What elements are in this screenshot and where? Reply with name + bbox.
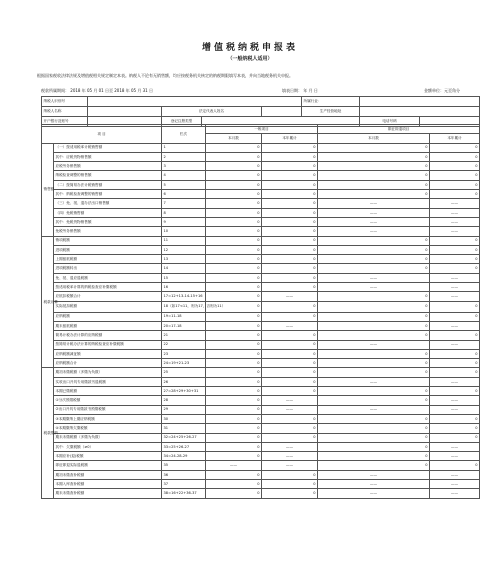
row-col-number: 38=16+22+36-37 <box>162 489 206 498</box>
row-item-label: 本期应补(退)税额 <box>54 452 162 461</box>
table-row <box>42 236 480 245</box>
refund-year-cell[interactable]: 0 <box>430 255 480 264</box>
refund-month-cell[interactable]: 0 <box>318 190 430 199</box>
general-month-header: 本月数 <box>206 134 262 143</box>
general-year-cell[interactable]: 0 <box>262 180 318 189</box>
table-row <box>42 387 480 396</box>
refund-month-cell[interactable]: 0 <box>318 236 430 245</box>
row-item-label: 应纳税额 <box>54 312 162 321</box>
section-tax-paid-label: 税款缴纳 <box>42 368 54 498</box>
section-sales-label: 销售额 <box>42 143 54 236</box>
general-year-cell[interactable]: 0 <box>262 414 318 423</box>
row-item-label: 按适用税率计算的纳税检查应补缴税额 <box>54 283 162 292</box>
table-row <box>42 245 480 254</box>
general-year-cell[interactable]: 0 <box>262 377 318 386</box>
general-month-cell[interactable]: 0 <box>206 433 262 442</box>
table-row <box>42 424 480 433</box>
row-col-number: 19=11-18 <box>162 312 206 321</box>
row-col-number: 7 <box>162 199 206 208</box>
refund-year-cell[interactable]: 0 <box>430 424 480 433</box>
form-subtitle: （一般纳税人适用） <box>227 56 273 62</box>
row-item-label: 应纳税额合计 <box>54 359 162 368</box>
refund-year-cell[interactable]: 0 <box>430 171 480 180</box>
row-col-number: 5 <box>162 180 206 189</box>
general-month-cell: —— <box>206 461 262 470</box>
row-item-label: 其中：欠缴税额（≥0） <box>54 442 162 451</box>
row-col-number: 13 <box>162 255 206 264</box>
refund-year-cell[interactable]: 0 <box>430 190 480 199</box>
refund-items-header: 即征即退项目 <box>318 125 480 134</box>
phone-label: 电话号码 <box>360 117 420 127</box>
table-row <box>42 143 480 152</box>
general-month-cell[interactable]: 0 <box>206 217 262 226</box>
row-item-label: （三）免、抵、退办法出口销售额 <box>54 199 162 208</box>
general-year-cell[interactable]: 0 <box>262 273 318 282</box>
row-item-label: 期初未缴查补税额 <box>54 470 162 479</box>
row-item-label: 上期留抵税额 <box>54 255 162 264</box>
general-year-cell[interactable]: 0 <box>262 331 318 340</box>
refund-month-cell[interactable]: 0 <box>318 255 430 264</box>
refund-month-cell[interactable]: 0 <box>318 301 430 312</box>
row-col-number: 18（如17<11，则为17，否则为11） <box>162 301 206 312</box>
table-row <box>42 489 480 498</box>
row-col-number: 22 <box>162 340 206 349</box>
general-month-cell[interactable]: 0 <box>206 396 262 405</box>
general-year-cell[interactable]: 0 <box>262 283 318 292</box>
table-row <box>42 283 480 292</box>
refund-year-cell: —— <box>430 489 480 498</box>
row-item-label: 期初未缴税额（多缴为负数） <box>54 368 162 377</box>
row-item-label: ③本期缴纳上期应纳税额 <box>54 414 162 423</box>
general-year-cell[interactable]: 0 <box>262 152 318 161</box>
row-col-number: 14 <box>162 264 206 273</box>
row-col-number: 24=19+21-23 <box>162 359 206 368</box>
row-item-label: 即征即退实际退税额 <box>54 461 162 470</box>
row-col-number: 36 <box>162 470 206 479</box>
table-row <box>42 321 480 330</box>
row-col-number: 3 <box>162 162 206 171</box>
table-row <box>42 461 480 470</box>
row-col-number: 28 <box>162 396 206 405</box>
refund-year-cell[interactable]: 0 <box>430 433 480 442</box>
refund-year-cell: —— <box>430 396 480 405</box>
table-row <box>42 433 480 442</box>
row-col-number: 1 <box>162 143 206 152</box>
form-title: 增值税纳税申报表 <box>201 43 298 53</box>
row-item-label: （一）按适用税率计税销售额 <box>54 143 162 152</box>
refund-year-cell[interactable]: 0 <box>430 414 480 423</box>
taxpayer-name-label: 纳税人名称 <box>42 107 88 117</box>
refund-year-cell: —— <box>430 283 480 292</box>
refund-year-cell: —— <box>430 479 480 488</box>
general-month-cell[interactable]: 0 <box>206 227 262 236</box>
general-month-cell[interactable]: 0 <box>206 190 262 199</box>
refund-year-cell[interactable]: 0 <box>430 461 480 470</box>
general-year-cell[interactable]: 0 <box>262 143 318 152</box>
general-year-cell[interactable]: 0 <box>262 349 318 358</box>
general-month-cell[interactable]: 0 <box>206 387 262 396</box>
address-label: 生产经营地址 <box>302 107 360 117</box>
legal-rep-field[interactable] <box>262 107 302 117</box>
refund-year-cell: —— <box>430 227 480 236</box>
taxpayer-id-field[interactable] <box>88 97 302 107</box>
row-col-number: 29 <box>162 405 206 414</box>
general-month-cell[interactable]: 0 <box>206 208 262 217</box>
row-item-label: 其中：免税货物销售额 <box>54 217 162 226</box>
refund-month-cell[interactable]: 0 <box>318 349 430 358</box>
row-item-label: 按简易计税办法计算的纳税检查应补缴税额 <box>54 340 162 349</box>
row-col-number: 8 <box>162 208 206 217</box>
refund-month-cell: —— <box>318 199 430 208</box>
refund-month-cell[interactable]: 0 <box>318 461 430 470</box>
refund-year-cell[interactable]: 0 <box>430 359 480 368</box>
table-row <box>42 349 480 358</box>
row-col-number: 10 <box>162 227 206 236</box>
general-month-cell[interactable]: 0 <box>206 236 262 245</box>
form-notice: 根据国家税收法律法规及增值税相关规定制定本表。纳税人不论有无销售额，均应按税务机关核定的纳税期限填写本表，并向当地税务机关申报。 <box>37 73 293 78</box>
industry-field[interactable] <box>360 97 480 107</box>
table-row <box>42 208 480 217</box>
table-row <box>42 190 480 199</box>
row-item-label: 免、抵、退应退税额 <box>54 273 162 282</box>
general-year-cell[interactable]: 0 <box>262 368 318 377</box>
refund-month-cell[interactable]: 0 <box>318 442 430 451</box>
refund-year-cell: —— <box>430 377 480 386</box>
table-row <box>42 199 480 208</box>
col-number-header: 栏次 <box>162 125 206 144</box>
refund-month-cell[interactable]: 0 <box>318 396 430 405</box>
refund-year-cell: —— <box>430 208 480 217</box>
refund-month-cell: —— <box>318 208 430 217</box>
refund-month-cell: —— <box>318 340 430 349</box>
refund-month-cell[interactable]: 0 <box>318 162 430 171</box>
refund-month-cell[interactable]: 0 <box>318 359 430 368</box>
general-month-cell[interactable]: 0 <box>206 292 262 301</box>
refund-month-cell[interactable]: 0 <box>318 414 430 423</box>
refund-year-cell[interactable]: 0 <box>430 349 480 358</box>
general-month-cell[interactable]: 0 <box>206 283 262 292</box>
table-row <box>42 152 480 161</box>
row-item-label: 应纳税额减征额 <box>54 349 162 358</box>
general-month-cell[interactable]: 0 <box>206 359 262 368</box>
general-year-cell[interactable]: 0 <box>262 255 318 264</box>
refund-month-cell: —— <box>318 377 430 386</box>
row-col-number: 34=24-28-29 <box>162 452 206 461</box>
table-row <box>42 396 480 405</box>
row-item-label: 期末留抵税额 <box>54 321 162 330</box>
general-month-cell[interactable]: 0 <box>206 255 262 264</box>
row-col-number: 25 <box>162 368 206 377</box>
table-row <box>42 264 480 273</box>
row-col-number: 30 <box>162 414 206 423</box>
general-month-cell[interactable]: 0 <box>206 245 262 254</box>
refund-month-cell[interactable]: 0 <box>318 321 430 330</box>
row-item-label: 实际抵扣税额 <box>54 301 162 312</box>
general-year-cell: —— <box>262 461 318 470</box>
refund-year-cell[interactable]: 0 <box>430 331 480 340</box>
general-month-cell[interactable]: 0 <box>206 489 262 498</box>
row-col-number: 33=25+26-27 <box>162 442 206 451</box>
refund-year-cell: —— <box>430 405 480 414</box>
table-row <box>42 292 480 301</box>
row-col-number: 35 <box>162 461 206 470</box>
general-month-cell[interactable]: 0 <box>206 442 262 451</box>
refund-month-cell[interactable]: 0 <box>318 180 430 189</box>
row-col-number: 12 <box>162 245 206 254</box>
general-year-cell[interactable]: 0 <box>262 236 318 245</box>
general-month-cell[interactable]: 0 <box>206 424 262 433</box>
refund-month-cell: —— <box>318 405 430 414</box>
general-year-cell[interactable]: 0 <box>262 171 318 180</box>
general-year-cell[interactable]: 0 <box>262 190 318 199</box>
row-item-label: 期末未缴税额（多缴为负数） <box>54 433 162 442</box>
table-row <box>42 331 480 340</box>
general-month-cell[interactable]: 0 <box>206 405 262 414</box>
general-month-cell[interactable]: 0 <box>206 479 262 488</box>
general-year-cell[interactable]: 0 <box>262 340 318 349</box>
refund-year-cell: —— <box>430 470 480 479</box>
row-item-label: （四）免税销售额 <box>54 208 162 217</box>
refund-year-cell[interactable]: 0 <box>430 162 480 171</box>
general-month-cell[interactable]: 0 <box>206 273 262 282</box>
refund-year-cell: —— <box>430 442 480 451</box>
refund-year-header: 本年累计 <box>430 134 480 143</box>
row-col-number: 31 <box>162 424 206 433</box>
table-row <box>42 171 480 180</box>
general-year-cell[interactable]: 0 <box>262 433 318 442</box>
refund-year-cell: —— <box>430 292 480 301</box>
refund-year-cell[interactable]: 0 <box>430 152 480 161</box>
row-col-number: 26 <box>162 377 206 386</box>
general-month-cell[interactable]: 0 <box>206 377 262 386</box>
general-month-cell[interactable]: 0 <box>206 162 262 171</box>
table-row <box>42 442 480 451</box>
table-row <box>42 162 480 171</box>
refund-year-cell: —— <box>430 273 480 282</box>
table-row <box>42 470 480 479</box>
refund-month-cell[interactable]: 0 <box>318 452 430 461</box>
fill-date: 填表日期： 年 月 日 <box>282 88 318 93</box>
general-year-cell[interactable]: 0 <box>262 424 318 433</box>
refund-year-cell[interactable]: 0 <box>430 387 480 396</box>
refund-year-cell[interactable]: 0 <box>430 368 480 377</box>
general-month-cell[interactable]: 0 <box>206 340 262 349</box>
general-year-cell[interactable]: 0 <box>262 359 318 368</box>
row-item-label: ①分次预缴税额 <box>54 396 162 405</box>
tax-calculation-table <box>41 124 480 499</box>
refund-month-header: 本月数 <box>318 134 430 143</box>
row-item-label: 期末未缴查补税额 <box>54 489 162 498</box>
general-items-header: 一般项目 <box>206 125 318 134</box>
row-item-label: 进项税额转出 <box>54 264 162 273</box>
refund-month-cell[interactable]: 0 <box>318 171 430 180</box>
section-tax-calc-label: 税款计算 <box>42 236 54 368</box>
general-month-cell[interactable]: 0 <box>206 152 262 161</box>
amount-unit: 金额单位：元至角分 <box>424 88 460 93</box>
general-month-cell[interactable]: 0 <box>206 452 262 461</box>
refund-month-cell: —— <box>318 479 430 488</box>
table-row <box>42 377 480 386</box>
general-year-header: 本年累计 <box>262 134 318 143</box>
general-year-cell: —— <box>262 452 318 461</box>
general-month-cell[interactable]: 0 <box>206 301 262 312</box>
refund-month-cell: —— <box>318 217 430 226</box>
table-row <box>42 479 480 488</box>
row-col-number: 4 <box>162 171 206 180</box>
refund-month-cell: —— <box>318 489 430 498</box>
row-col-number: 23 <box>162 349 206 358</box>
refund-month-cell[interactable]: 0 <box>318 387 430 396</box>
taxpayer-id-label: 纳税人识别号 <box>42 97 88 107</box>
general-month-cell[interactable]: 0 <box>206 180 262 189</box>
general-month-cell[interactable]: 0 <box>206 331 262 340</box>
general-year-cell[interactable]: 0 <box>262 479 318 488</box>
row-item-label: ④本期缴纳欠缴税额 <box>54 424 162 433</box>
table-row <box>42 312 480 321</box>
row-item-label: ②出口开具专用缴款书预缴税额 <box>54 405 162 414</box>
row-col-number: 2 <box>162 152 206 161</box>
general-year-cell[interactable]: 0 <box>262 162 318 171</box>
table-row <box>42 273 480 282</box>
row-item-label: 本期已缴税额 <box>54 387 162 396</box>
refund-month-cell: —— <box>318 283 430 292</box>
row-col-number: 15 <box>162 273 206 282</box>
refund-year-cell: —— <box>430 199 480 208</box>
table-row <box>42 255 480 264</box>
taxpayer-name-field[interactable] <box>88 107 162 117</box>
general-year-cell[interactable]: 0 <box>262 245 318 254</box>
general-year-cell[interactable]: 0 <box>262 489 318 498</box>
refund-month-cell[interactable]: 0 <box>318 368 430 377</box>
refund-year-cell: —— <box>430 452 480 461</box>
table-row <box>42 227 480 236</box>
row-col-number: 6 <box>162 190 206 199</box>
taxpayer-info-table <box>41 96 480 127</box>
row-col-number: 37 <box>162 479 206 488</box>
row-col-number: 16 <box>162 283 206 292</box>
general-month-cell[interactable]: 0 <box>206 264 262 273</box>
general-month-cell[interactable]: 0 <box>206 171 262 180</box>
refund-month-cell: —— <box>318 227 430 236</box>
table-row <box>42 217 480 226</box>
item-header: 项 目 <box>42 125 162 144</box>
refund-year-cell: —— <box>430 321 480 330</box>
refund-year-cell: —— <box>430 217 480 226</box>
row-col-number: 20=17-18 <box>162 321 206 330</box>
general-year-cell[interactable]: 0 <box>262 199 318 208</box>
industry-label: 所属行业： <box>302 97 360 107</box>
refund-month-cell[interactable]: 0 <box>318 433 430 442</box>
tax-period: 税款所属期间： 2018 年 05 月 01 日至 2018 年 05 月 31 日 <box>41 88 153 93</box>
general-year-cell[interactable]: 0 <box>262 264 318 273</box>
table-row <box>42 368 480 377</box>
general-year-cell[interactable]: 0 <box>262 301 318 312</box>
refund-month-cell[interactable]: 0 <box>318 292 430 301</box>
refund-month-cell[interactable]: 0 <box>318 331 430 340</box>
table-row <box>42 340 480 349</box>
table-row <box>42 301 480 312</box>
refund-month-cell[interactable]: 0 <box>318 152 430 161</box>
row-item-label: （二）按简易办法计税销售额 <box>54 180 162 189</box>
general-year-cell: —— <box>262 396 318 405</box>
row-item-label: 实收出口开具专用缴款书退税额 <box>54 377 162 386</box>
table-row <box>42 180 480 189</box>
refund-year-cell[interactable]: 0 <box>430 245 480 254</box>
row-col-number: 9 <box>162 217 206 226</box>
row-item-label: 本期入库查补税额 <box>54 479 162 488</box>
refund-year-cell[interactable]: 0 <box>430 236 480 245</box>
general-month-cell[interactable]: 0 <box>206 199 262 208</box>
refund-month-cell[interactable]: 0 <box>318 245 430 254</box>
refund-month-cell: —— <box>318 273 430 282</box>
row-item-label: 纳税检查调整的销售额 <box>54 171 162 180</box>
row-item-label: 应抵扣税额合计 <box>54 292 162 301</box>
row-col-number: 32=24+25+26-27 <box>162 433 206 442</box>
row-item-label: 免税劳务销售额 <box>54 227 162 236</box>
legal-rep-label: 法定代表人姓名 <box>162 107 262 117</box>
general-year-cell[interactable]: 0 <box>262 312 318 321</box>
refund-year-cell[interactable]: 0 <box>430 180 480 189</box>
general-month-cell[interactable]: 0 <box>206 414 262 423</box>
general-month-cell[interactable]: 0 <box>206 349 262 358</box>
general-year-cell[interactable]: 0 <box>262 208 318 217</box>
refund-year-cell[interactable]: 0 <box>430 301 480 312</box>
refund-year-cell: —— <box>430 340 480 349</box>
row-col-number: 21 <box>162 331 206 340</box>
general-year-cell: —— <box>262 321 318 330</box>
refund-month-cell[interactable]: 0 <box>318 264 430 273</box>
bank-label: 开户银行及账号 <box>42 117 88 127</box>
refund-month-cell: —— <box>318 470 430 479</box>
general-month-cell[interactable]: 0 <box>206 321 262 330</box>
general-month-cell[interactable]: 0 <box>206 312 262 321</box>
refund-month-cell[interactable]: 0 <box>318 143 430 152</box>
general-year-cell[interactable]: 0 <box>262 217 318 226</box>
general-year-cell: —— <box>262 442 318 451</box>
address-field[interactable] <box>360 107 480 117</box>
row-item-label: 进项税额 <box>54 245 162 254</box>
table-row <box>42 359 480 368</box>
row-item-label: 其中：纳税检查调整的销售额 <box>54 190 162 199</box>
general-month-cell[interactable]: 0 <box>206 368 262 377</box>
table-row <box>42 452 480 461</box>
general-year-cell[interactable]: 0 <box>262 470 318 479</box>
refund-year-cell[interactable]: 0 <box>430 264 480 273</box>
row-col-number: 17=12+13-14-15+16 <box>162 292 206 301</box>
general-year-cell[interactable]: 0 <box>262 387 318 396</box>
general-month-cell[interactable]: 0 <box>206 143 262 152</box>
row-col-number: 11 <box>162 236 206 245</box>
reg-type-label: 登记注册类型 <box>162 117 202 127</box>
row-item-label: 简易计税办法计算的应纳税额 <box>54 331 162 340</box>
general-year-cell[interactable]: 0 <box>262 227 318 236</box>
general-year-cell: —— <box>262 405 318 414</box>
row-item-label: 其中：应税货物销售额 <box>54 152 162 161</box>
refund-month-cell[interactable]: 0 <box>318 312 430 321</box>
refund-year-cell[interactable]: 0 <box>430 312 480 321</box>
row-item-label: 应税劳务销售额 <box>54 162 162 171</box>
row-col-number: 27=28+29+30+31 <box>162 387 206 396</box>
refund-year-cell[interactable]: 0 <box>430 143 480 152</box>
row-item-label: 销项税额 <box>54 236 162 245</box>
table-row <box>42 414 480 423</box>
table-row <box>42 405 480 414</box>
general-year-cell: —— <box>262 292 318 301</box>
general-month-cell[interactable]: 0 <box>206 470 262 479</box>
refund-month-cell[interactable]: 0 <box>318 424 430 433</box>
